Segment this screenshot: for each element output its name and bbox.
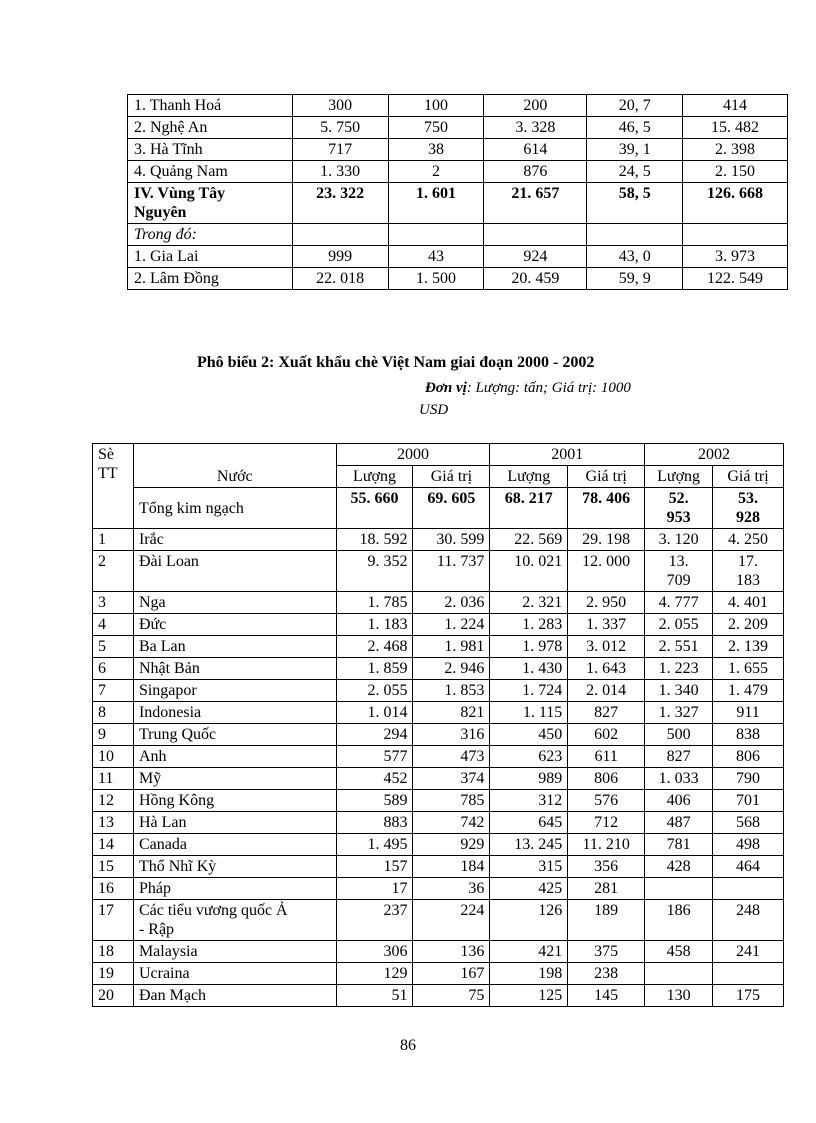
table-cell: 100 [388, 95, 484, 117]
table-cell: 1. 014 [336, 702, 413, 724]
table-cell: 611 [568, 746, 645, 768]
region-name: Trong đó: [128, 224, 293, 246]
table-row [128, 183, 788, 224]
cell-line: 52. [668, 490, 689, 507]
table-cell: 883 [336, 812, 413, 834]
table-cell: 189 [568, 900, 645, 941]
table-cell [388, 224, 484, 246]
table-cell [587, 224, 683, 246]
table-cell: 1. 033 [645, 768, 713, 790]
table-cell: 464 [713, 856, 784, 878]
table-row [93, 702, 784, 724]
table-cell: 374 [413, 768, 490, 790]
table-cell: 785 [413, 790, 490, 812]
table-row [93, 856, 784, 878]
table-cell: 1. 495 [336, 834, 413, 856]
table-cell: 1. 330 [292, 161, 388, 183]
unit-note [425, 380, 631, 397]
table-cell: 589 [336, 790, 413, 812]
table-row [93, 878, 784, 900]
region-name: 2. Nghệ An [128, 117, 293, 139]
table-cell: 23. 322 [292, 183, 388, 224]
table-cell: 623 [490, 746, 568, 768]
quantity-header: Lượng [645, 466, 713, 488]
cell-line: 53. [738, 490, 759, 507]
table-cell: 126. 668 [683, 183, 788, 224]
table-cell: 806 [568, 768, 645, 790]
export-rows [93, 529, 784, 1007]
table-cell: 281 [568, 878, 645, 900]
total-row [93, 488, 784, 529]
page-number: 86 [400, 1037, 416, 1054]
country-name: Đức [133, 614, 336, 636]
table-cell: 1. 785 [336, 592, 413, 614]
table-cell: 701 [713, 790, 784, 812]
region-name: 4. Quảng Nam [128, 161, 293, 183]
table-cell: 24, 5 [587, 161, 683, 183]
cell-line: 709 [666, 572, 691, 589]
table-cell: 2. 321 [490, 592, 568, 614]
stt-cell: 17 [93, 900, 134, 941]
table-cell: 717 [292, 139, 388, 161]
table-cell: 1. 724 [490, 680, 568, 702]
table-cell: 17 [336, 878, 413, 900]
table-cell: 312 [490, 790, 568, 812]
table-cell: 43, 0 [587, 246, 683, 268]
stt-cell: 3 [93, 592, 134, 614]
stt-cell: 2 [93, 551, 134, 592]
table-cell: 11. 210 [568, 834, 645, 856]
table-cell: 2. 398 [683, 139, 788, 161]
country-name: Anh [133, 746, 336, 768]
value-header: Giá trị [413, 466, 490, 488]
table-cell: 1. 283 [490, 614, 568, 636]
table-row [93, 941, 784, 963]
year-header: 2001 [490, 444, 645, 466]
stt-cell: 1 [93, 529, 134, 551]
cell-line: 953 [666, 509, 691, 526]
table-cell: 473 [413, 746, 490, 768]
table-cell: 3. 973 [683, 246, 788, 268]
table-row [128, 117, 788, 139]
table-cell: 999 [292, 246, 388, 268]
table-cell: 145 [568, 985, 645, 1007]
unit-label: Đơn vị [425, 380, 467, 396]
table-cell: 838 [713, 724, 784, 746]
country-name: Hồng Kông [133, 790, 336, 812]
table-cell: 602 [568, 724, 645, 746]
country-name: Irắc [133, 529, 336, 551]
table-cell: 827 [568, 702, 645, 724]
stt-cell: 8 [93, 702, 134, 724]
cell-line: 183 [736, 572, 761, 589]
stt-cell: 11 [93, 768, 134, 790]
table-row [128, 224, 788, 246]
table-cell: 3. 120 [645, 529, 713, 551]
table-cell: 1. 853 [413, 680, 490, 702]
table-cell: 577 [336, 746, 413, 768]
country-name: Nhật Bản [133, 658, 336, 680]
table-cell: 55. 660 [336, 488, 413, 529]
table-cell: 425 [490, 878, 568, 900]
table-cell: 22. 569 [490, 529, 568, 551]
table-cell: 1. 183 [336, 614, 413, 636]
stt-header [93, 444, 134, 529]
country-name [133, 900, 336, 941]
table-row [93, 834, 784, 856]
table-cell: 1. 223 [645, 658, 713, 680]
table-row [93, 768, 784, 790]
table-cell: 3. 012 [568, 636, 645, 658]
table-cell: 576 [568, 790, 645, 812]
table-cell: 1. 655 [713, 658, 784, 680]
table-cell: 458 [645, 941, 713, 963]
table-cell: 827 [645, 746, 713, 768]
table-cell: 68. 217 [490, 488, 568, 529]
table-cell: 21. 657 [484, 183, 587, 224]
country-name: Nga [133, 592, 336, 614]
table-cell: 2. 036 [413, 592, 490, 614]
table-cell: 1. 340 [645, 680, 713, 702]
table-cell: 43 [388, 246, 484, 268]
table-cell: 237 [336, 900, 413, 941]
table-cell: 781 [645, 834, 713, 856]
table-cell: 129 [336, 963, 413, 985]
table-cell: 2. 055 [336, 680, 413, 702]
country-name: Đan Mạch [133, 985, 336, 1007]
table-cell: 10. 021 [490, 551, 568, 592]
table-cell [713, 488, 784, 529]
table-cell: 122. 549 [683, 268, 788, 290]
table-cell: 294 [336, 724, 413, 746]
tea-export-table [92, 443, 784, 1007]
table-cell: 450 [490, 724, 568, 746]
table-cell: 4. 250 [713, 529, 784, 551]
table-cell [713, 878, 784, 900]
region-name-line: Nguyên [134, 204, 187, 221]
region-name: 1. Thanh Hoá [128, 95, 293, 117]
table-cell: 498 [713, 834, 784, 856]
table-cell: 821 [413, 702, 490, 724]
table-row [93, 592, 784, 614]
table-cell: 20, 7 [587, 95, 683, 117]
table-cell: 306 [336, 941, 413, 963]
table-cell: 241 [713, 941, 784, 963]
table-cell: 2. 150 [683, 161, 788, 183]
country-name: Ba Lan [133, 636, 336, 658]
stt-cell: 18 [93, 941, 134, 963]
table-cell [713, 963, 784, 985]
table-cell: 1. 500 [388, 268, 484, 290]
table-cell: 614 [484, 139, 587, 161]
table-cell: 568 [713, 812, 784, 834]
table-cell: 2. 209 [713, 614, 784, 636]
table-cell: 1. 643 [568, 658, 645, 680]
total-label: Tổng kim ngạch [133, 488, 336, 529]
country-name: Đài Loan [133, 551, 336, 592]
table-cell: 20. 459 [484, 268, 587, 290]
table-cell: 4. 401 [713, 592, 784, 614]
table-cell: 248 [713, 900, 784, 941]
region-name: 3. Hà Tĩnh [128, 139, 293, 161]
quantity-header: Lượng [490, 466, 568, 488]
table-cell: 224 [413, 900, 490, 941]
table-cell: 790 [713, 768, 784, 790]
quantity-header: Lượng [336, 466, 413, 488]
year-header: 2000 [336, 444, 490, 466]
table-cell: 167 [413, 963, 490, 985]
table-cell: 59, 9 [587, 268, 683, 290]
country-name: Indonesia [133, 702, 336, 724]
table-cell: 375 [568, 941, 645, 963]
header-row [93, 444, 784, 466]
table-row [93, 724, 784, 746]
cell-line: 17. [738, 553, 759, 570]
table-cell: 12. 000 [568, 551, 645, 592]
table-cell: 22. 018 [292, 268, 388, 290]
table-row [93, 529, 784, 551]
table-cell: 300 [292, 95, 388, 117]
table-cell: 742 [413, 812, 490, 834]
table-cell: 157 [336, 856, 413, 878]
table-cell: 238 [568, 963, 645, 985]
table-cell: 315 [490, 856, 568, 878]
stt-cell: 16 [93, 878, 134, 900]
table-cell [645, 963, 713, 985]
region-production-table [127, 94, 788, 290]
table-cell: 130 [645, 985, 713, 1007]
table-cell: 15. 482 [683, 117, 788, 139]
table-cell: 2. 950 [568, 592, 645, 614]
stt-cell: 6 [93, 658, 134, 680]
table-cell: 36 [413, 878, 490, 900]
table-cell: 356 [568, 856, 645, 878]
table-cell: 2 [388, 161, 484, 183]
country-name: Ucraina [133, 963, 336, 985]
table-cell: 1. 115 [490, 702, 568, 724]
table-cell: 5. 750 [292, 117, 388, 139]
table-cell: 39, 1 [587, 139, 683, 161]
table-row [93, 985, 784, 1007]
country-name: Pháp [133, 878, 336, 900]
table-cell: 125 [490, 985, 568, 1007]
table-cell: 876 [484, 161, 587, 183]
table-row [93, 900, 784, 941]
stt-cell: 10 [93, 746, 134, 768]
table-row [128, 95, 788, 117]
table-cell: 2. 139 [713, 636, 784, 658]
stt-cell: 15 [93, 856, 134, 878]
stt-cell: 7 [93, 680, 134, 702]
table-cell [292, 224, 388, 246]
country-header: Nước [133, 444, 336, 488]
value-header: Giá trị [568, 466, 645, 488]
table-cell: 38 [388, 139, 484, 161]
table-cell: 3. 328 [484, 117, 587, 139]
table-row [93, 746, 784, 768]
table-cell: 712 [568, 812, 645, 834]
table-cell: 58, 5 [587, 183, 683, 224]
table-cell: 428 [645, 856, 713, 878]
table-row [128, 246, 788, 268]
table-cell: 414 [683, 95, 788, 117]
table-cell: 1. 978 [490, 636, 568, 658]
region-name-line: IV. Vùng Tây [134, 185, 226, 202]
table-cell: 1. 327 [645, 702, 713, 724]
table-cell: 69. 605 [413, 488, 490, 529]
stt-cell: 5 [93, 636, 134, 658]
table-cell: 421 [490, 941, 568, 963]
table-cell [484, 224, 587, 246]
table-cell: 30. 599 [413, 529, 490, 551]
table-cell [683, 224, 788, 246]
table-caption: Phô biểu 2: Xuất khẩu chè Việt Nam giai đoạn 2000 - 2002 [197, 354, 595, 371]
stt-cell: 4 [93, 614, 134, 636]
table-row [93, 551, 784, 592]
cell-line: 928 [736, 509, 761, 526]
table-cell: 186 [645, 900, 713, 941]
table-cell: 175 [713, 985, 784, 1007]
table-cell: 929 [413, 834, 490, 856]
table-cell: 500 [645, 724, 713, 746]
table-cell: 1. 224 [413, 614, 490, 636]
table-cell: 18. 592 [336, 529, 413, 551]
table-cell: 806 [713, 746, 784, 768]
table-cell: 1. 479 [713, 680, 784, 702]
country-name: Malaysia [133, 941, 336, 963]
table-cell: 4. 777 [645, 592, 713, 614]
table-row [93, 680, 784, 702]
table-cell: 1. 430 [490, 658, 568, 680]
table-cell: 184 [413, 856, 490, 878]
table-cell: 487 [645, 812, 713, 834]
region-name [128, 183, 293, 224]
table-cell: 136 [413, 941, 490, 963]
country-name: Trung Quốc [133, 724, 336, 746]
table-cell: 78. 406 [568, 488, 645, 529]
country-name: Singapor [133, 680, 336, 702]
table-cell: 11. 737 [413, 551, 490, 592]
table-cell: 452 [336, 768, 413, 790]
table-cell: 750 [388, 117, 484, 139]
table-cell: 46, 5 [587, 117, 683, 139]
table-row [93, 614, 784, 636]
table-row [128, 161, 788, 183]
stt-cell: 12 [93, 790, 134, 812]
table-cell: 9. 352 [336, 551, 413, 592]
table-row [93, 963, 784, 985]
stt-header-line: Sè [98, 446, 114, 463]
table-cell: 13. 245 [490, 834, 568, 856]
country-name: Thổ Nhĩ Kỳ [133, 856, 336, 878]
table-cell: 126 [490, 900, 568, 941]
stt-cell: 9 [93, 724, 134, 746]
table-row [93, 790, 784, 812]
table-cell: 2. 468 [336, 636, 413, 658]
country-name-line: - Rập [138, 921, 175, 938]
table-row [93, 812, 784, 834]
table-cell: 2. 946 [413, 658, 490, 680]
value-header: Giá trị [713, 466, 784, 488]
stt-cell: 13 [93, 812, 134, 834]
table-cell: 2. 055 [645, 614, 713, 636]
table-cell [645, 878, 713, 900]
table-cell: 406 [645, 790, 713, 812]
table-cell: 29. 198 [568, 529, 645, 551]
table-cell: 1. 337 [568, 614, 645, 636]
table-cell: 1. 601 [388, 183, 484, 224]
table-cell [645, 551, 713, 592]
unit-note-continued: USD [419, 402, 449, 418]
table-cell: 1. 859 [336, 658, 413, 680]
table-cell: 924 [484, 246, 587, 268]
table-cell: 198 [490, 963, 568, 985]
table-cell: 2. 551 [645, 636, 713, 658]
table-cell: 911 [713, 702, 784, 724]
table-row [128, 268, 788, 290]
table-cell: 1. 981 [413, 636, 490, 658]
stt-cell: 19 [93, 963, 134, 985]
stt-cell: 20 [93, 985, 134, 1007]
table-cell: 2. 014 [568, 680, 645, 702]
cell-line: 13. [668, 553, 689, 570]
unit-text: : Lượng: tấn; Giá trị: 1000 [466, 380, 631, 396]
region-name: 2. Lâm Đồng [128, 268, 293, 290]
table-cell: 645 [490, 812, 568, 834]
table-row [128, 139, 788, 161]
table-row [93, 636, 784, 658]
table-cell [713, 551, 784, 592]
region-name: 1. Gia Lai [128, 246, 293, 268]
table-cell: 200 [484, 95, 587, 117]
stt-header-line: TT [98, 465, 118, 482]
table-cell: 989 [490, 768, 568, 790]
country-name: Mỹ [133, 768, 336, 790]
table-cell: 75 [413, 985, 490, 1007]
table-row [93, 658, 784, 680]
year-header: 2002 [645, 444, 784, 466]
table-cell [645, 488, 713, 529]
country-name: Canada [133, 834, 336, 856]
table-cell: 51 [336, 985, 413, 1007]
country-name-line: Các tiểu vương quốc Ả [138, 902, 288, 919]
country-name: Hà Lan [133, 812, 336, 834]
stt-cell: 14 [93, 834, 134, 856]
table-cell: 316 [413, 724, 490, 746]
